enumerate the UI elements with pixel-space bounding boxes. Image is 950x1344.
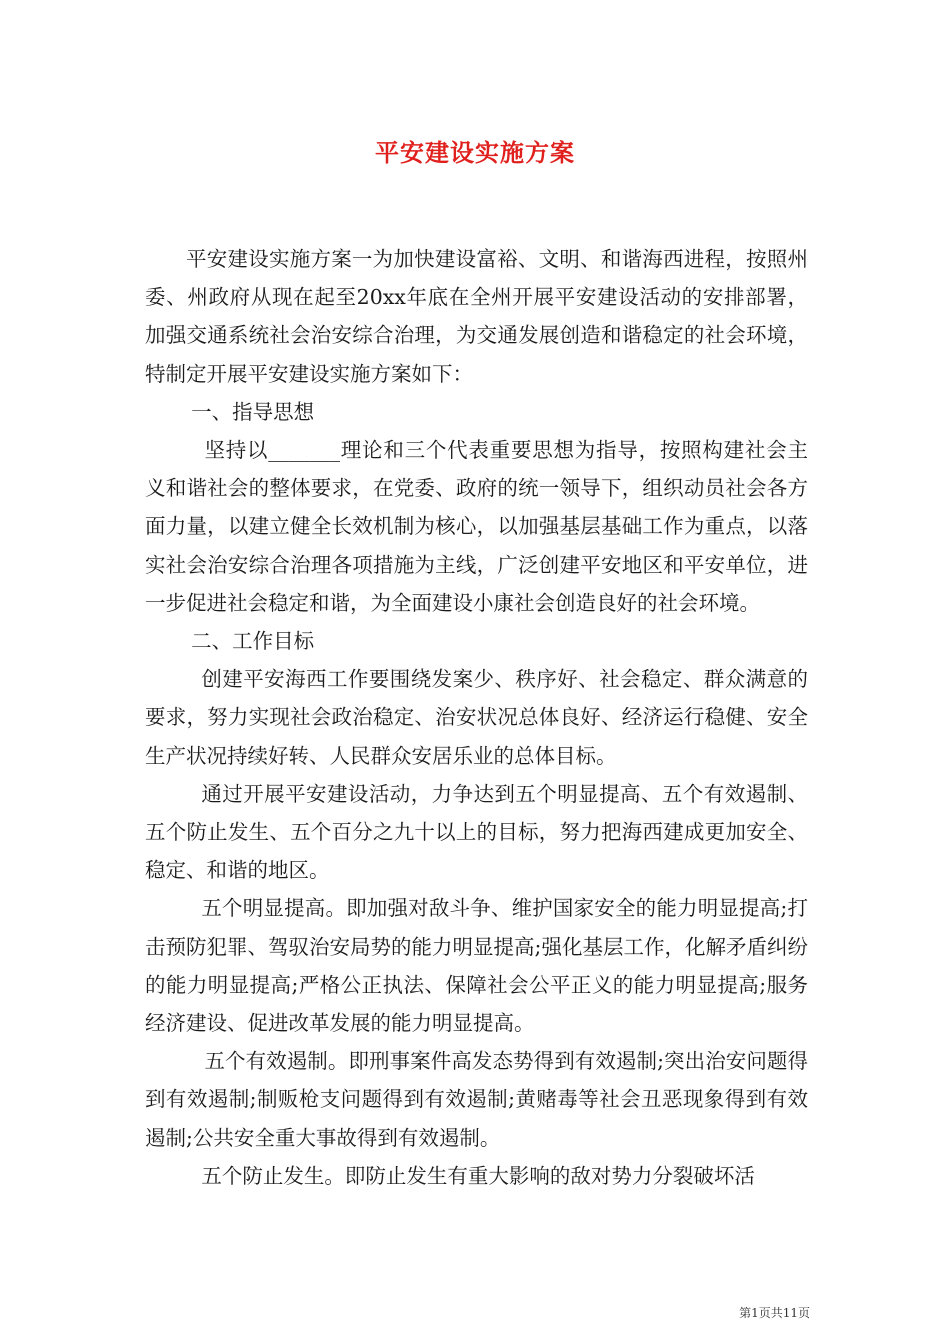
five-improvements-paragraph: 五个明显提高。即加强对敌斗争、维护国家安全的能力明显提高;打击预防犯罪、驾驭治安局势的能力明显提高;强化基层工作，化解矛盾纠纷的能力明显提高;严格公正执法、保障社会公平正义的能力明显提高;服务经济建设、促进改革发展的能力明显提高。	[145, 896, 808, 1036]
intro-paragraph: 平安建设实施方案一为加快建设富裕、文明、和谐海西进程，按照州委、州政府从现在起至20xx年底在全州开展平安建设活动的安排部署，加强交通系统社会治安综合治理，为交通发展创造和谐稳定的社会环境，特制定开展平安建设实施方案如下：	[145, 247, 808, 386]
document-body	[145, 240, 808, 1195]
section-heading-guiding-ideology: 一、指导思想	[191, 399, 315, 424]
document-title: 平安建设实施方案	[375, 138, 575, 167]
five-curbs-paragraph: 五个有效遏制。即刑事案件高发态势得到有效遏制;突出治安问题得到有效遏制;制贩枪支问题得到有效遏制;黄赌毒等社会丑恶现象得到有效遏制;公共安全重大事故得到有效遏制。	[145, 1049, 808, 1150]
five-preventions-paragraph: 五个防止发生。即防止发生有重大影响的敌对势力分裂破坏活	[201, 1163, 755, 1188]
section-heading-work-goals: 二、工作目标	[191, 629, 315, 654]
work-goals-paragraph: 创建平安海西工作要围绕发案少、秩序好、社会稳定、群众满意的要求，努力实现社会政治稳定、治安状况总体良好、经济运行稳健、安全生产状况持续好转、人民群众安居乐业的总体目标。	[145, 667, 808, 768]
page-number-footer: 第1页共11页	[739, 1306, 810, 1320]
guiding-ideology-paragraph: 坚持以_______理论和三个代表重要思想为指导，按照构建社会主义和谐社会的整体要求，在党委、政府的统一领导下，组织动员社会各方面力量，以建立健全长效机制为核心，以加强基层基础工作为重点，以落实社会治安综合治理各项措施为主线，广泛创建平安地区和平安单位，进一步促进社会稳定和谐，为全面建设小康社会创造良好的社会环境。	[145, 438, 808, 615]
activity-goals-paragraph: 通过开展平安建设活动，力争达到五个明显提高、五个有效遏制、五个防止发生、五个百分之九十以上的目标，努力把海西建成更加安全、稳定、和谐的地区。	[145, 781, 808, 883]
